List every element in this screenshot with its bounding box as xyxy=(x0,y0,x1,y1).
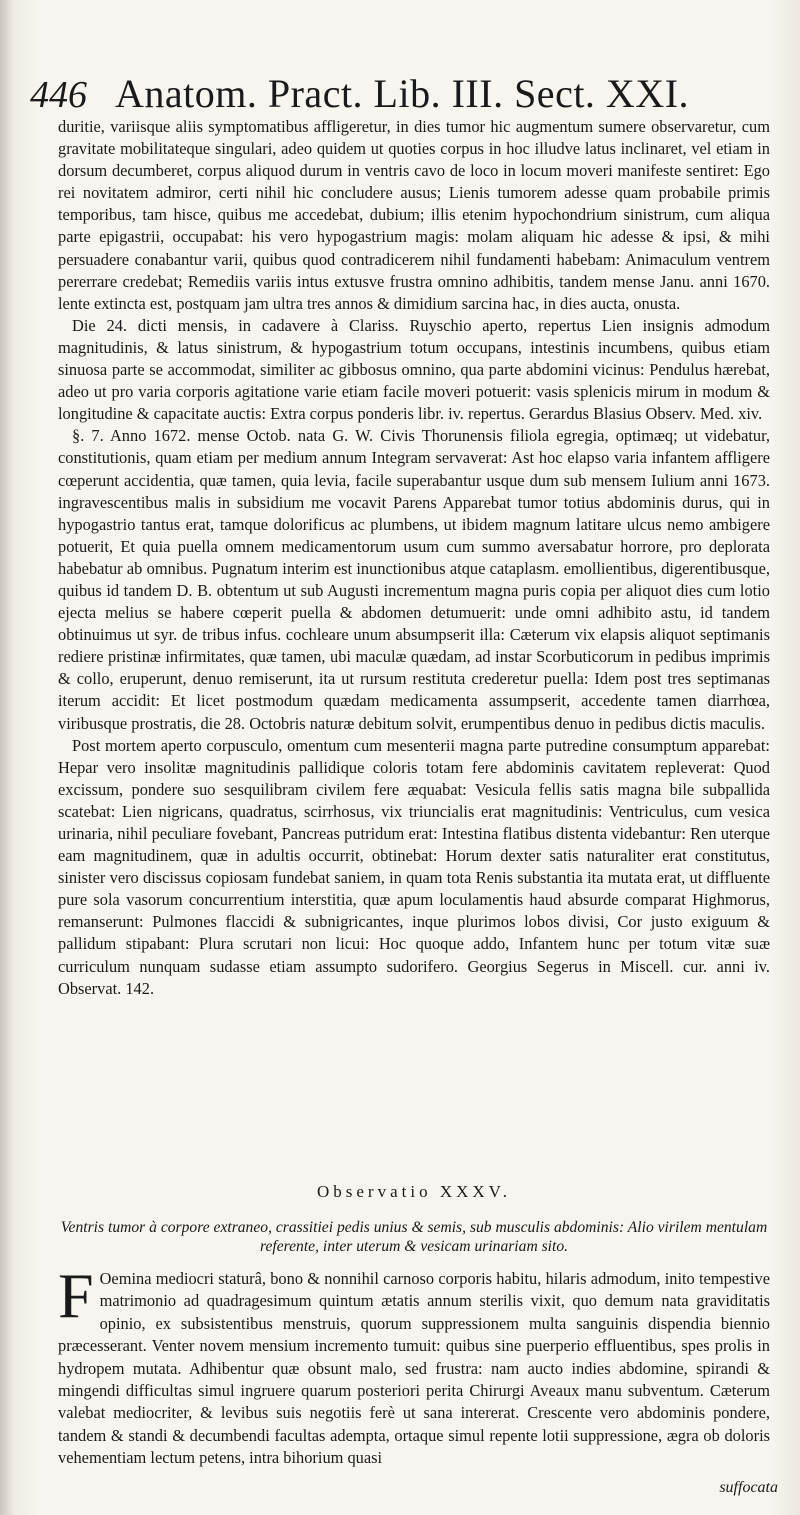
main-text xyxy=(58,116,770,1000)
observation-heading: Observatio XXXV. xyxy=(316,1182,511,1201)
observation-title: Ventris tumor à corpore extraneo, crassitiei pedis unius & semis, sub musculis abdominis: Alio virilem mentulam referente, inter uterum & vesicam urinariam sito. xyxy=(60,1219,768,1255)
paragraph-continuation: duritie, variisque aliis symptomatibus affligeretur, in dies tumor hic augmentum sumere observaretur, cum gravitate mobilitateque singulari, adeo quidem ut quoties corpus in hoc illudve latus inclinaret, vel etiam in dorsum decumberet, corpus aliquod durum in ventris cavo de loco in locum moveri manifeste sentiret: Ego rei novitatem admiror, certi nihil hic concludere ausus; Lienis tumorem adesse quam probabile primis temporibus, tam hisce, quibus me accedebat, dubium; illis etenim hypochondrium sinistrum, cum aliqua parte epigastrii, occupabat: his vero hypogastrium magis: molam aliquam hic adesse & ipsi, & mihi persuadere conabantur varii, quibus quod contradicerem nihil fundamenti habebam: Animaculum ventrem pererrare credebat; Remediis variis intus extusve frustra omnino adhibitis, tandem mense Janu. anni 1670. lente extincta est, postquam jam ultra tres annos & dimidium sarcina hac, in dies aucta, onusta. xyxy=(58,117,770,313)
paragraph-section-7: §. 7. Anno 1672. mense Octob. nata G. W. Civis Thorunensis filiola egregia, optimæq; ut videbatur, constitutionis, quam etiam per medium annum Integram servaverat: Ast hoc elapso varia infantem affligere cœperunt accidentia, quæ tamen, quia levia, facile superabantur usque dum sub mensem Iulium anni 1673. ingravescentibus malis in subsidium me vocavit Parens Apparebat tumor totius abdominis durus, qui in hypogastrio tantus erat, tamque dolorificus ac plumbens, ut ibidem magnum latitare ulcus nemo ambigere potuerit, Et quia puella omnem medicamentorum usum cum summo aversabatur horrore, pro deplorata habebatur ab omnibus. Pugnatum interim est inunctionibus atque cataplasm. emollientibus, digerentibusque, quibus id tandem D. B. obtentum ut sub Augusti incrementum magna puris copia per aliquot dies cum lotio ejecta melius se habere cœperit puella & abdomen detumuerit: unde omni adhibito astu, id tandem obtinuimus ut syr. de tribus infus. cochleare unum absumpserit illa: Cæterum vix elapsis aliquot septimanis rediere pristinæ infirmitates, quæ tamen, ubi maculæ quædam, ad instar Scorbuticorum in pedibus imprimis & collo, eruperunt, denuo remiserunt, ita ut rursum restituta crederetur puella: Idem post tres septimanas iterum accidit: Et licet postmodum quædam medicamenta assumpserit, accedente tamen diarrhœa, viribusque prostratis, die 28. Octobris naturæ debitum solvit, erumpentibus denuo in pedibus dictis maculis. xyxy=(58,426,770,733)
paragraph-post-mortem: Post mortem aperto corpusculo, omentum cum mesenterii magna parte putredine consumptum apparebat: Hepar vero insolitæ magnitudinis pallidique coloris totam fere abdominis cavitatem repleverat: Quod excissum, pondere suo sesquilibram civilem fere æquabat: Vesicula fellis satis magna bile subpallida scatebat: Lien nigricans, quadratus, scirrhosus, vix triuncialis erat magnitudinis: Ventriculus, cum vesica urinaria, nihil peculiare fovebant, Pancreas putridum erat: Intestina flatibus distenta videbantur: Ren uterque eam magnitudinem, quæ in adultis occurrit, obtinebat: Horum dexter satis naturaliter erat constitutus, sinister vero discissus copiosam fundebat saniem, in quam tota Renis substantia ita mutata erat, ut diffluente pure sola vasorum concurrentium interstitia, quæ apum loculamentis haud absurde comparat Highmorus, remanserunt: Pulmones flaccidi & subnigricantes, inque plurimos lobos divisi, Cor justo exiguum & pallidum stipabant: Plura scrutari non licui: Hoc quoque addo, Infantem hunc per totum vitæ suæ curriculum nunquam sudasse etiam assumpto sudorifero. Georgius Segerus in Miscell. cur. anni iv. Observat. 142. xyxy=(58,735,770,998)
observation-text: Oemina mediocri staturâ, bono & nonnihil carnoso corporis habitu, hilaris admodum, inito tempestive matrimonio ad quadragesimum quintum ætatis annum sterilis vixit, quo demum nata graviditatis opinio, ex subsistentibus menstruis, quorum suppressionem multa sanguinis dispendia biennio præcesserant. Venter novem mensium incremento tumuit: quibus sine puerperio effluentibus, spes prolis in hydropem mutata. Adhibentur quæ obsunt malo, sed frustra: nam aucto indies abdomine, spirandi & mingendi difficultas simul ingruere quarum posteriori perita Chirurgi Aveaux manu subventum. Cæterum valebat mediocriter, & levibus suis negotiis ferè ut sana intererat. Crescente vero abdominis pondere, tandem & standi & decumbendi facultas adempta, ortaque simul repente lotii suppressione, ægra ob doloris vehementiam lectum petens, intra bihorium quasi xyxy=(58,1269,770,1468)
catchword: suffocata xyxy=(719,1479,778,1496)
page-header xyxy=(30,70,790,118)
page-number: 446 xyxy=(30,74,87,116)
drop-cap: F xyxy=(58,1260,94,1331)
observation-body xyxy=(58,1260,770,1470)
paragraph-ruyschio: Die 24. dicti mensis, in cadavere à Clariss. Ruyschio aperto, repertus Lien insignis admodum magnitudinis, & latus sinistrum, & hypogastrium totum occupans, intestinis incumbens, quibus etiam sinuosa parte se accommodat, similiter ac gibbosus omnino, qua parte abdomini vicinus: Pendulus hærebat, adeo ut pro varia corporis agitatione varie etiam facile moveri potuerit: vasis splenicis mirum in modum & longitudine & capacitate auctis: Extra corpus ponderis libr. iv. repertus. Gerardus Blasius Observ. Med. xiv. xyxy=(58,315,770,424)
running-title: Anatom. Pract. Lib. III. Sect. XXI. xyxy=(115,71,690,116)
